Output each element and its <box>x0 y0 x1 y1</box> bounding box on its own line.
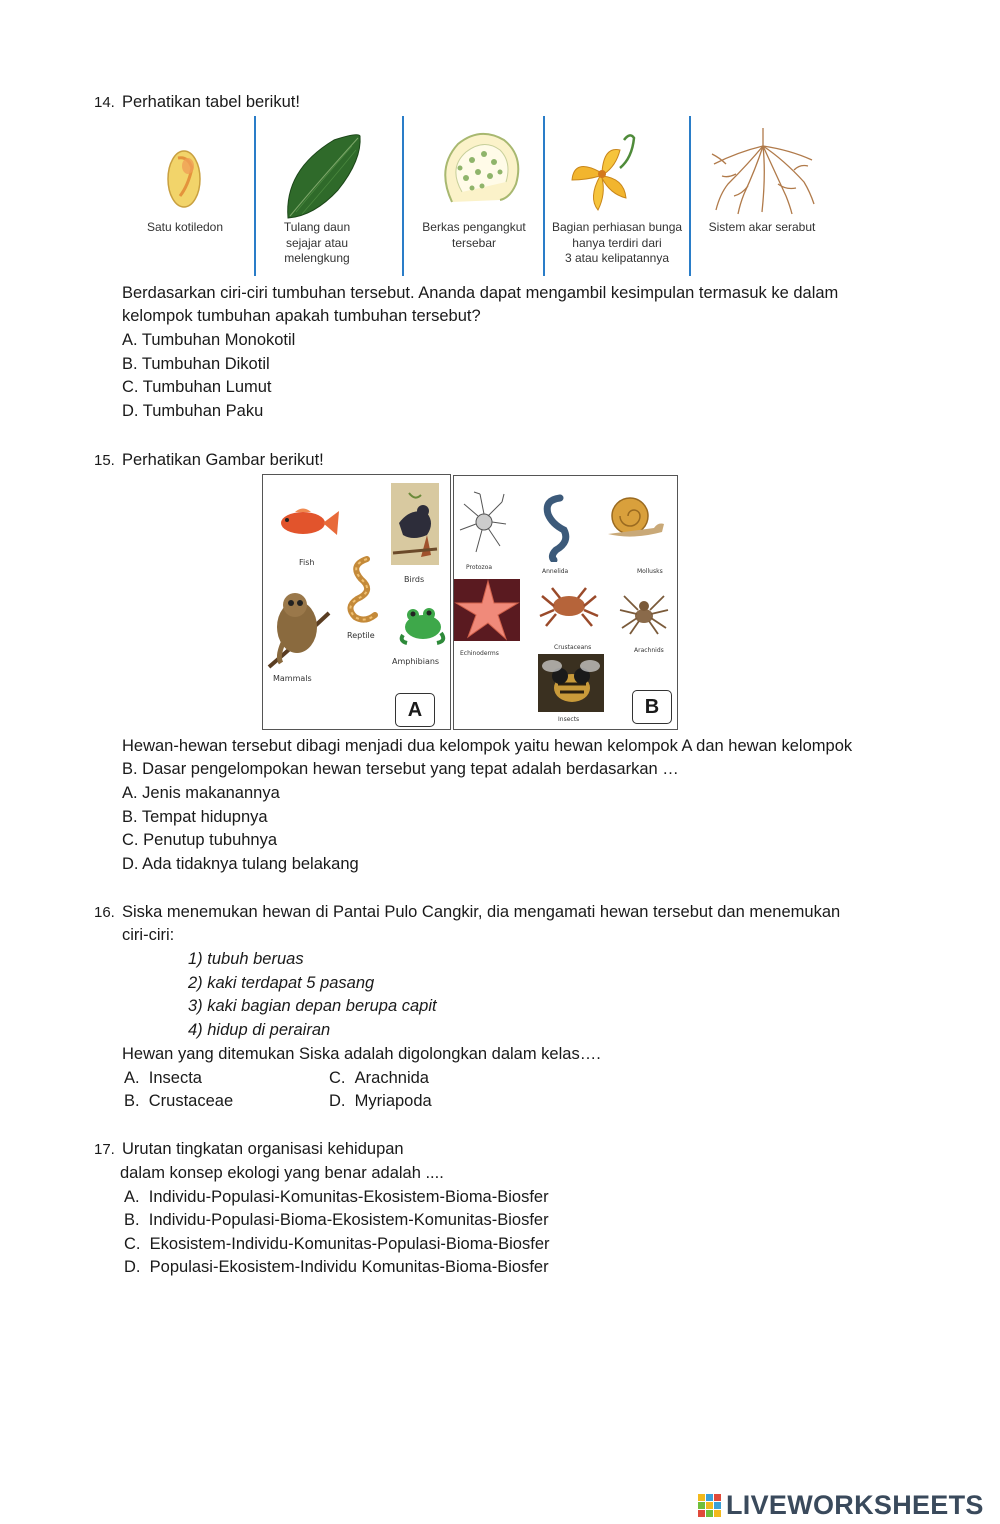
option-letter: D. <box>124 1258 141 1276</box>
parallel-vein-leaf-image <box>280 130 364 224</box>
q15-question-line-1: Hewan-hewan tersebut dibagi menjadi dua kelompok yaitu hewan kelompok A dan hewan kelompok <box>122 737 853 755</box>
q14-question-line-1: Berdasarkan ciri-ciri tumbuhan tersebut. Ananda dapat mengambil kesimpulan termasuk ke dalam <box>122 284 839 302</box>
label-fish: Fish <box>299 558 315 567</box>
q16-option-d[interactable] <box>329 1090 432 1114</box>
scattered-vascular-bundle-image <box>432 128 528 212</box>
label-line: Bagian perhiasan bunga <box>551 220 683 234</box>
q16-trait-2: 2) kaki terdapat 5 pasang <box>188 974 375 992</box>
feature-label-vascular-bundle <box>408 220 540 251</box>
spider-image <box>618 590 670 636</box>
q16-option-b[interactable] <box>124 1090 233 1114</box>
seed-cotyledon-image <box>158 146 210 212</box>
label-insects: Insects <box>558 716 580 723</box>
frog-image <box>397 601 447 645</box>
q14-number: 14. <box>94 94 115 111</box>
snake-image <box>341 553 383 625</box>
option-text: Insecta <box>148 1069 202 1087</box>
q14-option-d[interactable]: D. Tumbuhan Paku <box>122 402 264 420</box>
starfish-image <box>454 579 520 641</box>
label-mollusks: Mollusks <box>637 568 663 575</box>
option-text: Myriapoda <box>354 1092 432 1110</box>
q15-prompt: Perhatikan Gambar berikut! <box>122 451 324 469</box>
logo-text: LIVEWORKSHEETS <box>726 1490 984 1520</box>
label-protozoa: Protozoa <box>466 564 493 571</box>
label-annelida: Annelida <box>542 568 569 575</box>
worm-image <box>538 492 574 562</box>
q17-option-b[interactable] <box>124 1209 549 1233</box>
label-crustaceans: Crustaceans <box>554 644 592 651</box>
label-line: Satu kotiledon <box>146 220 224 234</box>
fish-image <box>275 505 341 541</box>
label-line: melengkung <box>284 251 350 265</box>
protozoa-image <box>458 490 508 556</box>
label-line: sejajar atau <box>285 235 349 250</box>
option-text: Arachnida <box>354 1069 429 1087</box>
q15-option-b[interactable]: B. Tempat hidupnya <box>122 808 268 826</box>
option-text: Populasi-Ekosistem-Individu Komunitas-Bioma-Biosfer <box>149 1258 549 1276</box>
option-text: Individu-Populasi-Komunitas-Ekosistem-Bioma-Biosfer <box>148 1188 549 1206</box>
q15-question-line-2: B. Dasar pengelompokan hewan tersebut yang tepat adalah berdasarkan … <box>122 760 679 778</box>
option-letter: B. <box>124 1211 140 1229</box>
label-line: tersebar <box>451 235 497 250</box>
option-letter: B. <box>124 1092 140 1110</box>
q17-option-d[interactable] <box>124 1256 549 1280</box>
q17-number: 17. <box>94 1141 115 1158</box>
liveworksheets-logo-icon <box>698 1494 722 1518</box>
q16-question: Hewan yang ditemukan Siska adalah digolongkan dalam kelas…. <box>122 1045 601 1063</box>
q14-question-line-2: kelompok tumbuhan apakah tumbuhan tersebut? <box>122 307 481 325</box>
q16-trait-3: 3) kaki bagian depan berupa capit <box>188 997 437 1015</box>
q17-option-c[interactable] <box>124 1233 550 1257</box>
label-mammals: Mammals <box>273 674 312 683</box>
option-letter: A. <box>124 1188 140 1206</box>
q15-option-d[interactable]: D. Ada tidaknya tulang belakang <box>122 855 359 873</box>
label-line: Tulang daun <box>283 220 351 234</box>
q15-option-a[interactable]: A. Jenis makanannya <box>122 784 280 802</box>
fibrous-root-image <box>708 124 818 216</box>
option-text: Ekosistem-Individu-Komunitas-Populasi-Bioma-Biosfer <box>149 1235 550 1253</box>
label-arachnids: Arachnids <box>634 647 664 654</box>
label-birds: Birds <box>404 575 425 584</box>
monocot-feature-table <box>130 114 830 278</box>
q16-option-a[interactable] <box>124 1067 202 1091</box>
label-amphibians: Amphibians <box>392 657 440 666</box>
panel-b-letter: B <box>632 690 672 724</box>
option-letter: A. <box>124 1069 140 1087</box>
q15-number: 15. <box>94 452 115 469</box>
mammal-image <box>267 583 331 673</box>
q17-option-a[interactable] <box>124 1186 549 1210</box>
label-line: 3 atau kelipatannya <box>564 251 670 265</box>
bee-image <box>538 654 604 712</box>
q14-option-c[interactable]: C. Tumbuhan Lumut <box>122 378 272 396</box>
label-line: hanya terdiri dari <box>572 235 662 250</box>
q14-option-b[interactable]: B. Tumbuhan Dikotil <box>122 355 270 373</box>
bird-image <box>391 483 439 565</box>
animal-panel-b <box>453 475 678 730</box>
q14-option-a[interactable]: A. Tumbuhan Monokotil <box>122 331 296 349</box>
feature-label-leaf-vein <box>260 220 374 267</box>
q17-line-2: dalam konsep ekologi yang benar adalah .... <box>120 1164 444 1182</box>
panel-a-letter: A <box>395 693 435 727</box>
lily-flower-image <box>564 128 650 214</box>
q16-trait-4: 4) hidup di perairan <box>188 1021 331 1039</box>
snail-image <box>602 494 666 544</box>
table-divider <box>254 116 256 276</box>
feature-label-flower-parts <box>544 220 690 267</box>
q16-number: 16. <box>94 904 115 921</box>
label-line: Sistem akar serabut <box>708 220 816 234</box>
option-text: Individu-Populasi-Bioma-Ekosistem-Komunitas-Biosfer <box>148 1211 549 1229</box>
label-echinoderms: Echinoderms <box>460 650 499 657</box>
feature-label-root-system <box>696 220 828 236</box>
option-letter: D. <box>329 1092 346 1110</box>
label-reptile: Reptile <box>347 631 375 640</box>
crab-image <box>538 584 600 628</box>
option-text: Crustaceae <box>148 1092 234 1110</box>
option-letter: C. <box>124 1235 141 1253</box>
q16-option-c[interactable] <box>329 1067 429 1091</box>
option-letter: C. <box>329 1069 346 1087</box>
q17-line-1: Urutan tingkatan organisasi kehidupan <box>122 1140 404 1158</box>
q16-intro-line-2: ciri-ciri: <box>122 926 175 944</box>
animal-panel-a <box>262 474 451 730</box>
table-divider <box>402 116 404 276</box>
q16-intro-line-1: Siska menemukan hewan di Pantai Pulo Cangkir, dia mengamati hewan tersebut dan menemukan <box>122 903 841 921</box>
label-line: Berkas pengangkut <box>422 220 526 234</box>
q16-trait-1: 1) tubuh beruas <box>188 950 304 968</box>
q14-prompt: Perhatikan tabel berikut! <box>122 93 300 111</box>
q15-option-c[interactable]: C. Penutup tubuhnya <box>122 831 278 849</box>
feature-label-cotyledon <box>128 220 242 236</box>
